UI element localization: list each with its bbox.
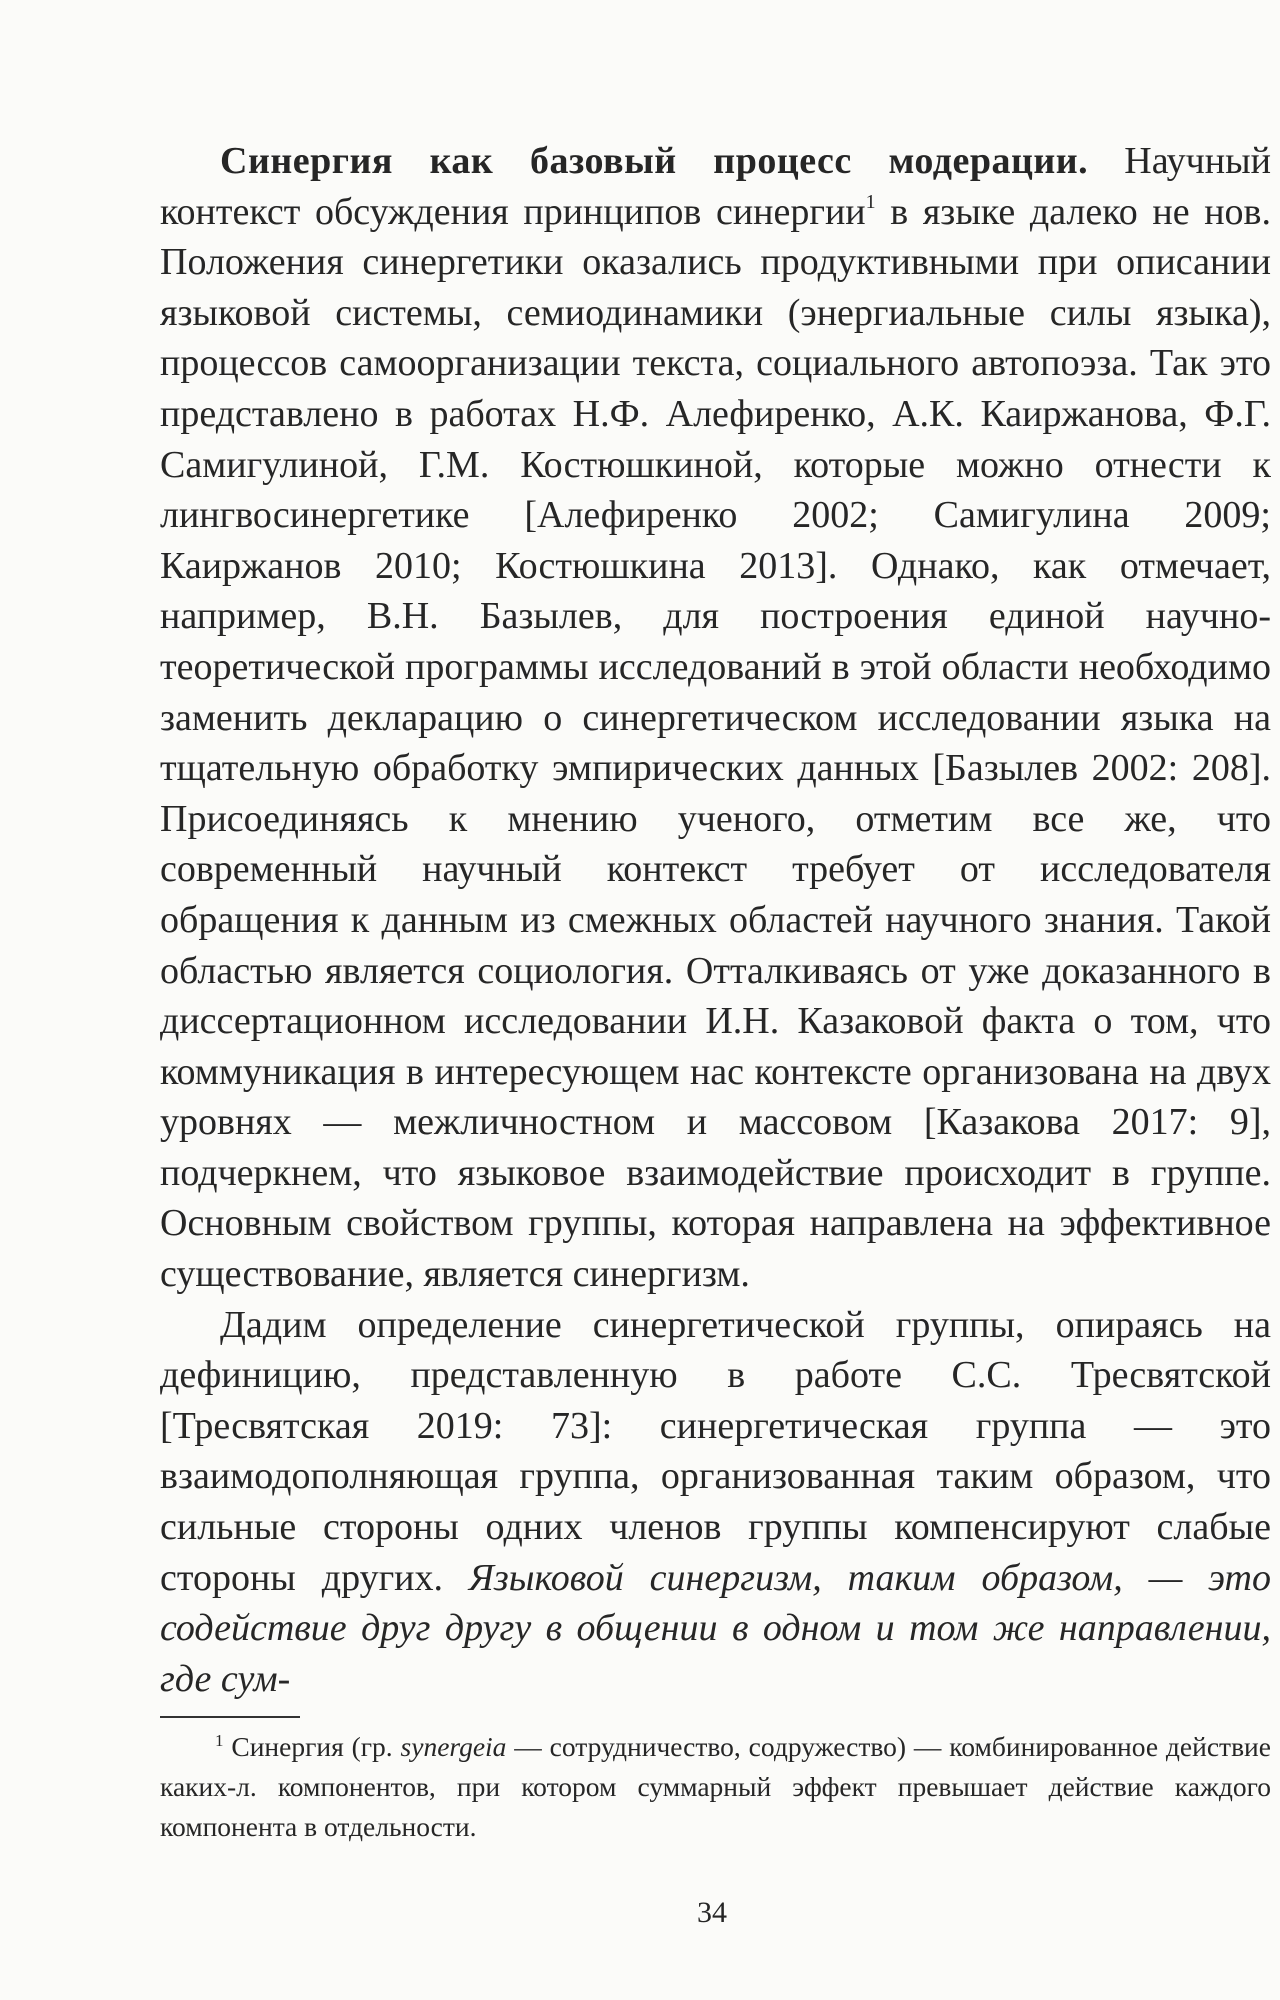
footnote-text: Синергия (гр. <box>223 1731 401 1762</box>
definition-italic: Языковой синергизм, таким образом, — это содействие друг другу в общении в одном и том же направлении, где сум- <box>160 1556 1271 1700</box>
paragraph-text: в языке далеко не нов. Положения синергетики оказались продуктивными при описании языковой системы, семиодинамики (энергиальные силы языка), процессов самоорганизации текста, социального автопоэза. Так это представлено в работах Н.Ф. Алефиренко, А.К. Каиржанова, Ф.Г. Самигулиной, Г.М. Костюшкиной, которые можно отнести к лингвосинергетике [Алефиренко 2002; Самигулина 2009; Каиржанов 2010; Костюшкина 2013]. Однако, как отмечает, например, В.Н. Базылев, для построения единой научно-теоретической программы исследований в этой области необходимо заменить декларацию о синергетическом исследовании языка на тщательную обработку эмпирических данных [Базылев 2002: 208]. Присоединяясь к мнению ученого, отметим все же, что современный научный контекст требует от исследователя обращения к данным из смежных областей научного знания. Такой областью является социология. Отталкиваясь от уже доказанного в диссертационном исследовании И.Н. Казаковой факта о том, что коммуникация в интересующем нас контексте организована на двух уровнях — межличностном и массовом [Казакова 2017: 9], подчеркнем, что языковое взаимодействие происходит в группе. Основным свойством группы, которая направлена на эффективное существование, является синергизм. <box>160 190 1271 1296</box>
paragraph-text: Научный контекст обсуждения принципов синергии <box>160 140 1271 233</box>
footnote-separator <box>160 1716 300 1718</box>
footnote-text: — сотрудничество, содружество) — комбинированное действие каких-л. компонентов, при котором суммарный эффект превышает действие каждого компонента в отдельности. <box>160 1731 1271 1842</box>
page-number: 34 <box>697 1896 727 1929</box>
footnote-reference[interactable]: 1 <box>865 190 876 213</box>
paragraph-synergy-moderation <box>160 136 1271 1300</box>
paragraph-synergetic-group <box>160 1300 1271 1705</box>
footnote <box>160 1727 1271 1847</box>
footnote-mark: 1 <box>215 1730 224 1750</box>
footnote-term: synergeia <box>400 1731 507 1762</box>
page-body <box>160 136 1271 1704</box>
section-heading: Синергия как базовый процесс модерации. <box>220 140 1089 182</box>
paragraph-text: Дадим определение синергетической группы, опираясь на дефиницию, представленную в работе С.С. Тресвятской [Тресвятская 2019: 73]: синергетическая группа — это взаимодополняющая группа, организованная таким образом, что сильные стороны одних членов группы компенсируют слабые стороны других. <box>160 1303 1271 1599</box>
